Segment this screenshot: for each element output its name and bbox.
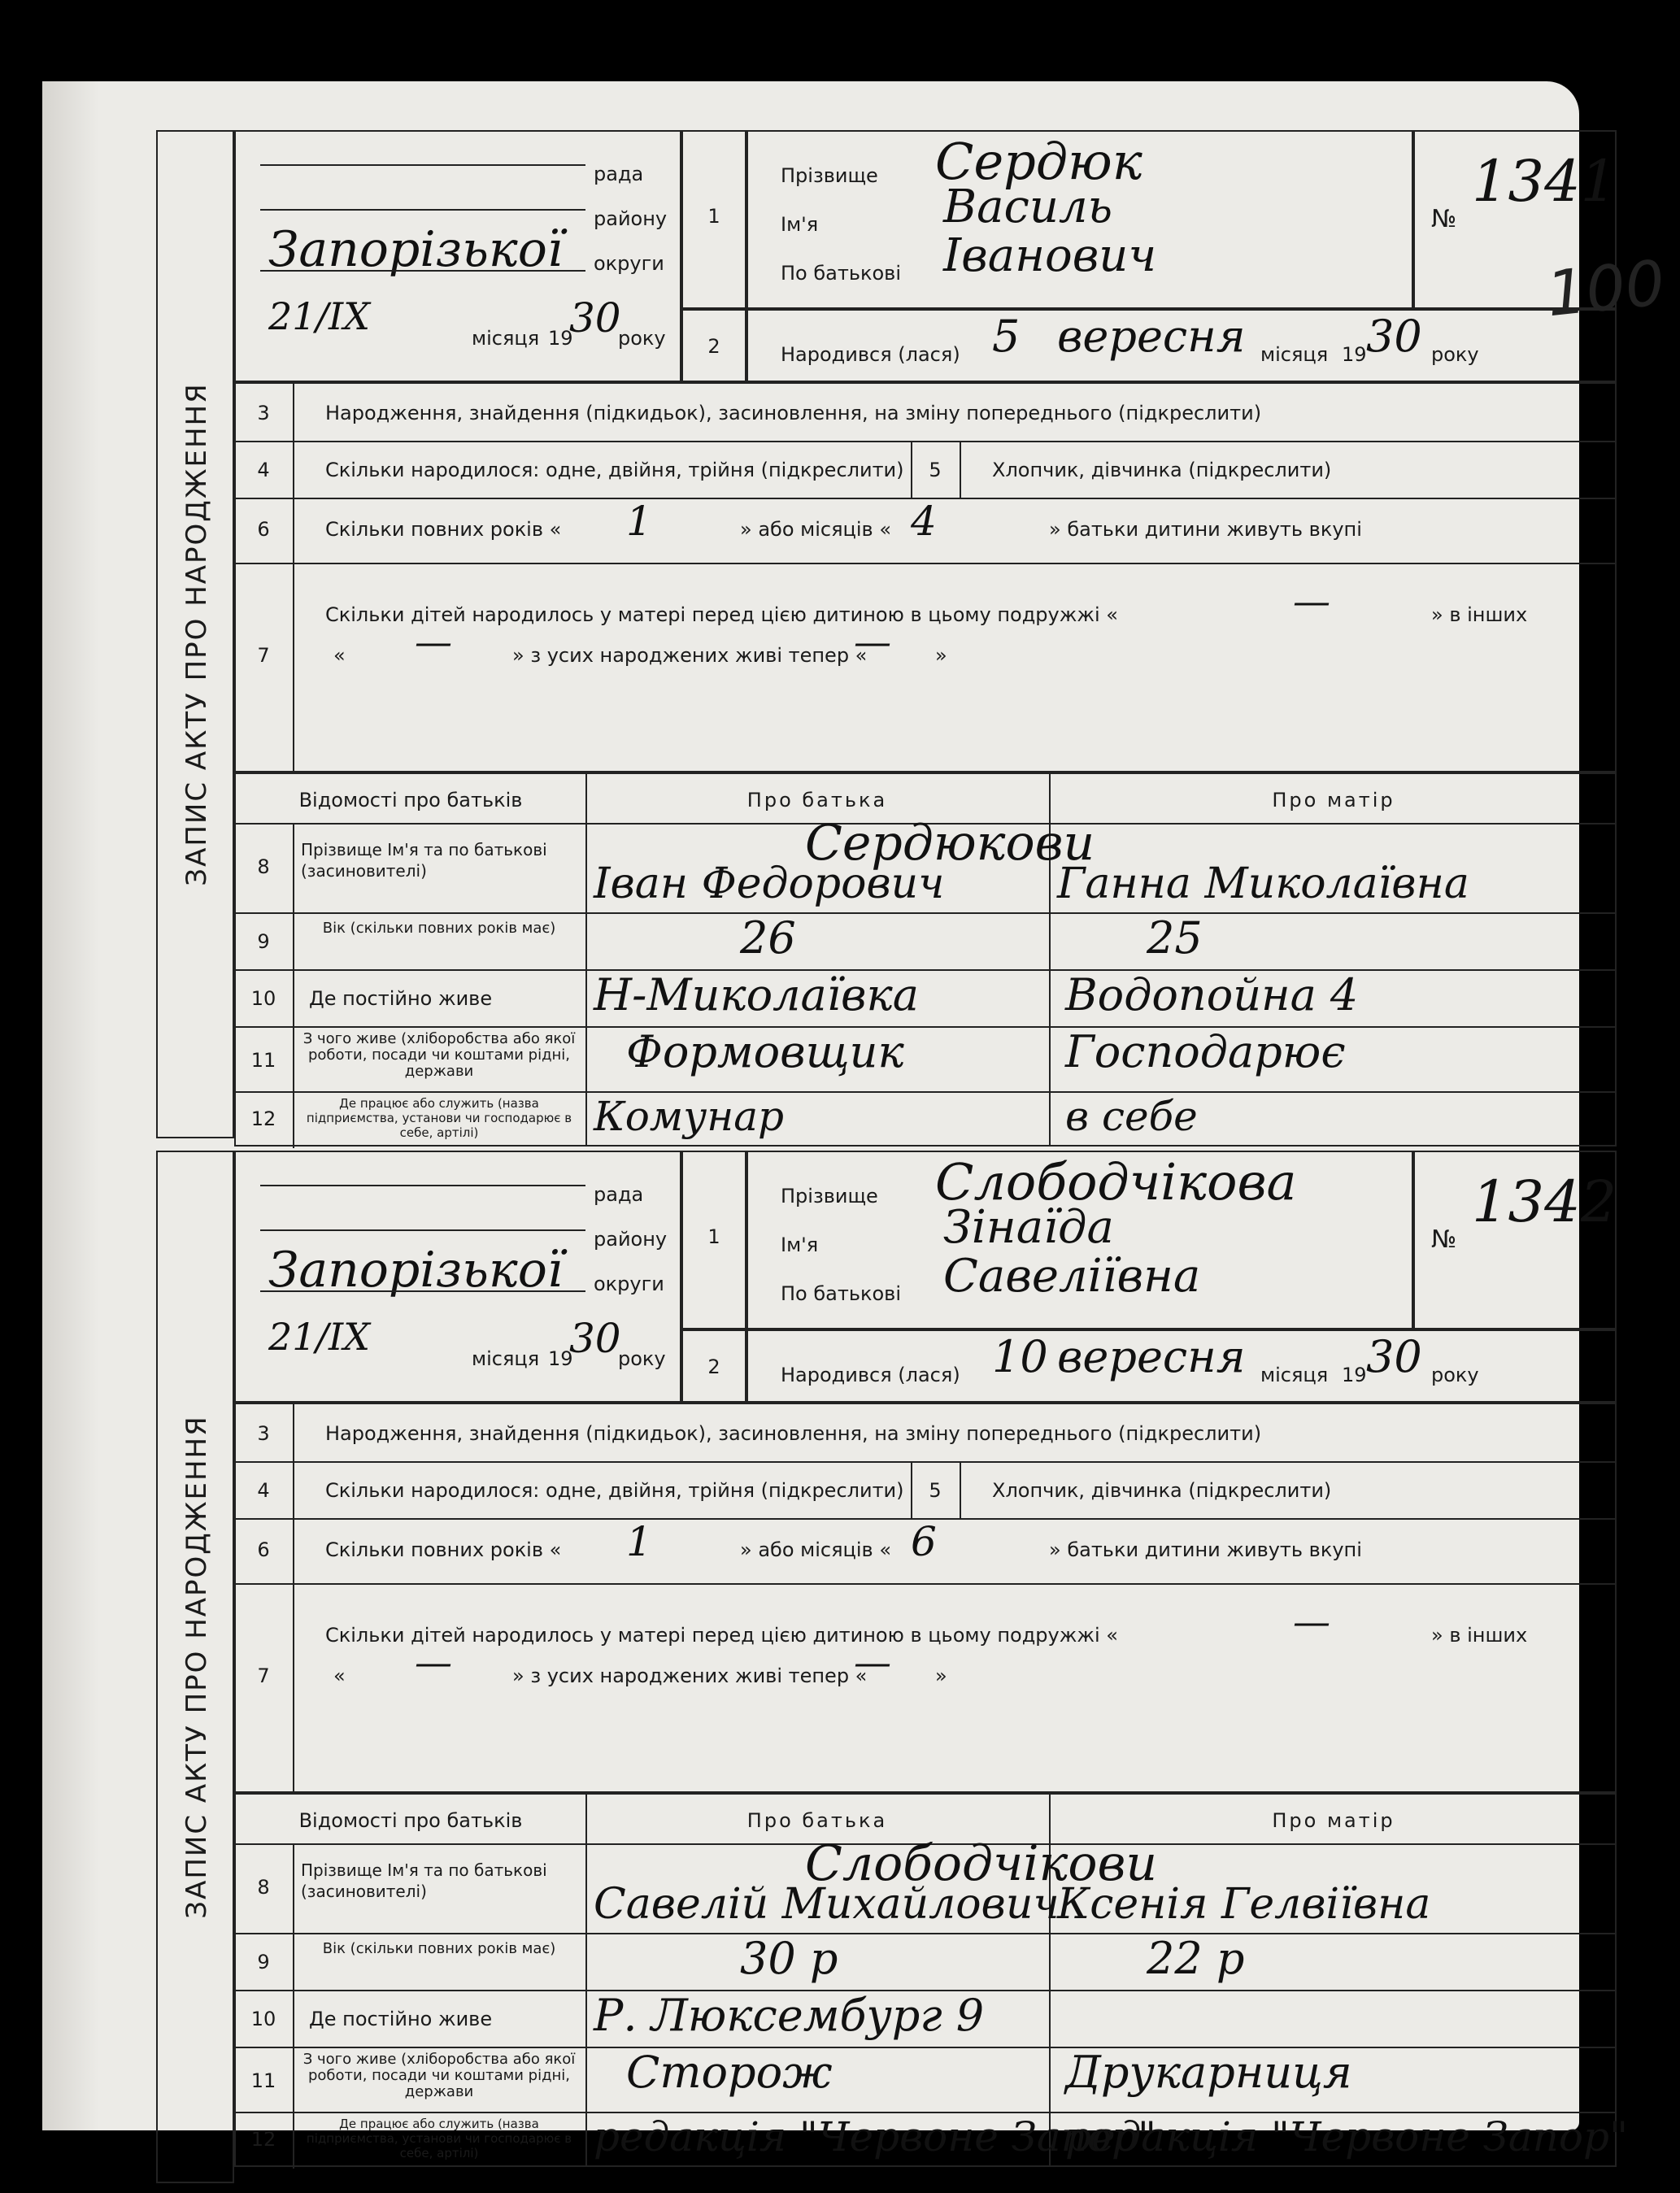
act-side-title: ЗАПИС АКТУ ПРО НАРОДЖЕННЯ [181, 382, 213, 886]
father-header: Про батька [746, 789, 888, 811]
birth-month-label: місяця [1260, 1364, 1329, 1386]
years-together-label: Скільки повних років « [325, 1538, 562, 1561]
act-side-strip [156, 130, 234, 1138]
row-number-3: 3 [257, 402, 270, 424]
birth-count-label: Скільки народилося: одне, двійня, трійня (підкреслити) [325, 459, 904, 481]
father-workplace: редакція "Червоне Запор" [594, 2113, 1156, 2160]
act-number: 1341 [1472, 148, 1617, 215]
month-label: місяця [472, 327, 540, 350]
children-before: — [1293, 1599, 1330, 1643]
first-name-label: Ім'я [781, 213, 819, 236]
birth-year: 30 [1366, 1331, 1422, 1382]
birth-act-record-2 [156, 1151, 1628, 2183]
birth-year-label: року [1431, 343, 1479, 366]
row-number-7: 7 [257, 644, 270, 667]
father-workplace: Комунар [594, 1093, 785, 1140]
children-other-open: « [333, 644, 346, 667]
row-number-9: 9 [257, 930, 270, 953]
okrugy-label: округи [594, 252, 664, 275]
children-alive-label: » з усих народжених живі тепер « [512, 1664, 868, 1687]
row-number-10: 10 [250, 987, 276, 1010]
years-together: 1 [626, 1518, 652, 1565]
father-residence: Н-Миколаївка [594, 969, 919, 1020]
workplace-label: Де працює або служить (назва підприємства, установи чи господарює в себе, артілі) [306, 2117, 572, 2160]
act-body [234, 1151, 1628, 2183]
row-number-6: 6 [257, 518, 270, 541]
children-other: — [415, 620, 452, 664]
children-alive-label: » з усих народжених живі тепер « [512, 644, 868, 667]
live-together-label: » батьки дитини живуть вкупі [1049, 1538, 1362, 1561]
register-page [42, 81, 1669, 2160]
years-together: 1 [626, 498, 652, 545]
mother-residence: Водопойна 4 [1065, 969, 1359, 1020]
residence-label: Де постійно живе [309, 2008, 493, 2030]
parents-name-label: Прізвище Ім'я та по батькові (засиновителі) [301, 840, 547, 881]
row-number-4: 4 [257, 459, 270, 481]
row-number-5: 5 [929, 1479, 942, 1502]
registration-day: 21/IX [268, 294, 370, 338]
birth-date-row [746, 1329, 1617, 1403]
child-first-name: Василь [943, 181, 1113, 233]
child-name-block [746, 1151, 1413, 1329]
year-label: року [618, 1347, 666, 1370]
parents-header: Відомості про батьків [298, 1809, 523, 1832]
live-together-label: » батьки дитини живуть вкупі [1049, 518, 1362, 541]
patronymic-label: По батькові [781, 1282, 901, 1305]
okruha-value: Запорізької [268, 1242, 564, 1299]
birth-day: 10 [992, 1331, 1048, 1382]
residence-label: Де постійно живе [309, 987, 493, 1010]
birth-month: вересня [1057, 1331, 1246, 1382]
months-together: 6 [911, 1518, 937, 1565]
child-surname: Сердюк [935, 132, 1142, 191]
birth-year-prefix: 19 [1342, 343, 1367, 366]
father-age: 26 [740, 912, 796, 964]
months-together-label: » або місяців « [740, 518, 891, 541]
birth-day: 5 [992, 311, 1021, 362]
children-alive-close: » [935, 1664, 947, 1687]
parents-table [234, 1793, 1628, 2167]
row-number-6: 6 [257, 1538, 270, 1561]
registration-block [234, 130, 681, 382]
mother-workplace: редакція "Червоне Запор" [1065, 2113, 1628, 2160]
father-header: Про батька [746, 1809, 888, 1832]
year-prefix: 19 [548, 327, 573, 350]
page-corner-number: 100 [1543, 246, 1669, 331]
parents-header: Відомості про батьків [298, 789, 523, 811]
event-type-label: Народження, знайдення (підкидьок), засиновлення, на зміну попереднього (підкреслити) [325, 1422, 1262, 1445]
age-label: Вік (скільки повних років має) [322, 920, 556, 937]
event-details-block [234, 382, 1617, 772]
row-number-11: 11 [250, 1049, 276, 1072]
registration-day: 21/IX [268, 1315, 370, 1359]
number-sign: № [1431, 205, 1457, 233]
born-label: Народився (лася) [781, 343, 960, 366]
row-number-2: 2 [707, 335, 720, 358]
okrugy-label: округи [594, 1273, 664, 1295]
birth-date-row [746, 309, 1617, 382]
sex-label: Хлопчик, дівчинка (підкреслити) [992, 459, 1332, 481]
parents-surname: Слободчікови [805, 1835, 1158, 1892]
father-name: Савелій Михайлович [594, 1880, 1060, 1929]
row-number-4: 4 [257, 1479, 270, 1502]
okruha-value: Запорізької [268, 221, 564, 278]
father-residence: Р. Люксембург 9 [594, 1990, 985, 2041]
event-details-block [234, 1403, 1617, 1793]
mother-age: 22 р [1147, 1933, 1245, 1984]
father-age: 30 р [740, 1933, 838, 1984]
mother-age: 25 [1147, 912, 1203, 964]
row-number-3: 3 [257, 1422, 270, 1445]
rada-label: рада [594, 1183, 644, 1206]
month-label: місяця [472, 1347, 540, 1370]
row-number-8: 8 [257, 855, 270, 878]
birth-year-prefix: 19 [1342, 1364, 1367, 1386]
act-side-strip [156, 1151, 234, 2183]
children-before: — [1293, 579, 1330, 623]
children-alive-close: » [935, 644, 947, 667]
row-number-8: 8 [257, 1876, 270, 1899]
page-gutter [42, 81, 99, 2130]
birth-year-label: року [1431, 1364, 1479, 1386]
father-livelihood: Сторож [626, 2047, 833, 2098]
children-before-label: Скільки дітей народилось у матері перед цією дитиною в цьому подружжі « [325, 1624, 1118, 1647]
row-number-7: 7 [257, 1664, 270, 1687]
mother-name: Ганна Миколаївна [1057, 859, 1469, 908]
child-patronymic: Савеліївна [943, 1250, 1201, 1303]
row-number-1: 1 [707, 205, 720, 228]
mother-livelihood: Друкарниця [1065, 2047, 1352, 2098]
child-name-block [746, 130, 1413, 309]
children-before-label: Скільки дітей народилось у матері перед цією дитиною в цьому подружжі « [325, 603, 1118, 626]
mother-workplace: в себе [1065, 1093, 1198, 1140]
rada-label: рада [594, 163, 644, 185]
children-other-label: » в інших [1431, 1624, 1528, 1647]
birth-count-label: Скільки народилося: одне, двійня, трійня (підкреслити) [325, 1479, 904, 1502]
months-together-label: » або місяців « [740, 1538, 891, 1561]
birth-month-label: місяця [1260, 343, 1329, 366]
children-alive: — [854, 1640, 891, 1684]
patronymic-label: По батькові [781, 262, 901, 285]
number-sign: № [1431, 1225, 1457, 1254]
year-label: року [618, 327, 666, 350]
row-number-2: 2 [707, 1355, 720, 1378]
children-other-open: « [333, 1664, 346, 1687]
sex-label: Хлопчик, дівчинка (підкреслити) [992, 1479, 1332, 1502]
mother-livelihood: Господарює [1065, 1026, 1346, 1077]
children-alive: — [854, 620, 891, 664]
months-together: 4 [911, 498, 937, 545]
father-name: Іван Федорович [594, 859, 945, 908]
age-label: Вік (скільки повних років має) [322, 1940, 556, 1957]
livelihood-label: З чого живе (хліборобства або якої роботи, посади чи коштами рідні, держави [302, 1030, 576, 1080]
father-livelihood: Формовщик [626, 1026, 904, 1077]
act-number-block [1413, 130, 1617, 309]
parents-name-label: Прізвище Ім'я та по батькові (засиновителі) [301, 1860, 547, 1901]
born-label: Народився (лася) [781, 1364, 960, 1386]
registration-year: 30 [569, 294, 621, 342]
birth-year: 30 [1366, 311, 1422, 362]
surname-label: Прізвище [781, 164, 878, 187]
registration-year: 30 [569, 1315, 621, 1362]
mother-header: Про матір [1272, 789, 1395, 811]
child-patronymic: Іванович [943, 229, 1157, 282]
workplace-label: Де працює або служить (назва підприємства, установи чи господарює в себе, артілі) [306, 1096, 572, 1140]
children-other: — [415, 1640, 452, 1684]
surname-label: Прізвище [781, 1185, 878, 1207]
mother-header: Про матір [1272, 1809, 1395, 1832]
livelihood-label: З чого живе (хліборобства або якої роботи, посади чи коштами рідні, держави [302, 2051, 576, 2100]
registration-block [234, 1151, 681, 1403]
row-number-12: 12 [250, 1107, 276, 1130]
years-together-label: Скільки повних років « [325, 518, 562, 541]
row-number-9: 9 [257, 1951, 270, 1973]
raion-label: району [594, 1228, 668, 1251]
act-side-title: ЗАПИС АКТУ ПРО НАРОДЖЕННЯ [181, 1415, 213, 1919]
row-number-11: 11 [250, 2069, 276, 2092]
parents-surname: Сердюкови [805, 815, 1095, 872]
child-surname: Слободчікова [935, 1152, 1297, 1212]
row-number-5: 5 [929, 459, 942, 481]
first-name-label: Ім'я [781, 1234, 819, 1256]
parents-table [234, 772, 1617, 1147]
birth-month: вересня [1057, 311, 1246, 362]
mother-name: Ксенія Гелвіївна [1057, 1880, 1431, 1929]
children-other-label: » в інших [1431, 603, 1528, 626]
act-number: 1342 [1472, 1168, 1617, 1235]
row-number-10: 10 [250, 2008, 276, 2030]
raion-label: району [594, 207, 668, 230]
row-number-12: 12 [250, 2128, 276, 2151]
row-number-1: 1 [707, 1225, 720, 1248]
act-number-block [1413, 1151, 1617, 1329]
year-prefix: 19 [548, 1347, 573, 1370]
child-first-name: Зінаїда [943, 1201, 1114, 1254]
event-type-label: Народження, знайдення (підкидьок), засиновлення, на зміну попереднього (підкреслити) [325, 402, 1262, 424]
